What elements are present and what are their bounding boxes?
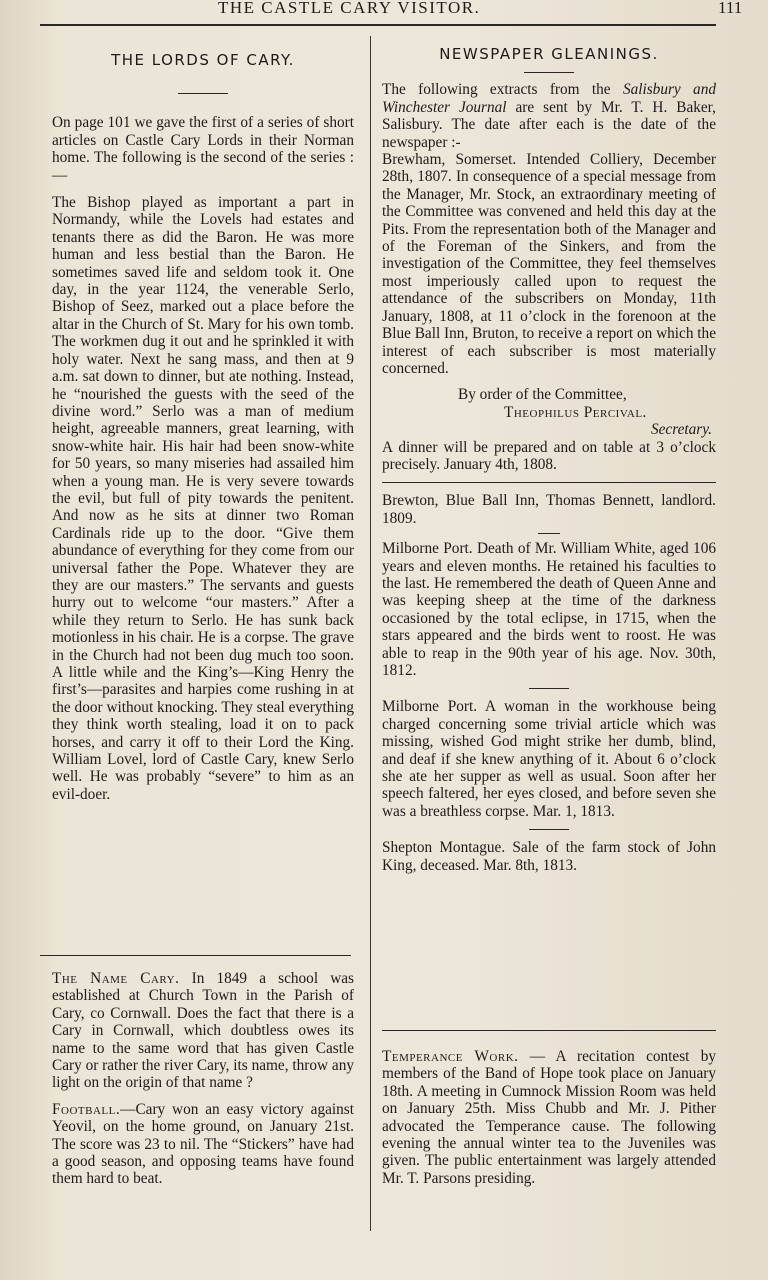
lords-of-cary-heading: THE LORDS OF CARY.: [111, 51, 295, 69]
separator-rule: [529, 829, 569, 830]
left-column: [52, 52, 354, 803]
header-rule: [40, 24, 716, 26]
separator-rule: [382, 482, 716, 483]
football-label: Football.: [52, 1100, 121, 1118]
page-number: 111: [718, 0, 743, 17]
shepton-paragraph: Shepton Montague. Sale of the farm stock of John King, deceased. Mar. 8th, 1813.: [382, 839, 716, 874]
left-column-notes: [52, 970, 354, 1188]
name-cary-label: The Name Cary.: [52, 970, 180, 987]
gleanings-intro: [382, 81, 716, 151]
football-paragraph: [52, 1101, 354, 1188]
journal-title: Salisbury and Winchester Journal: [382, 81, 717, 116]
temperance-label: Temperance Work.: [382, 1048, 519, 1065]
milborne-death-paragraph: Milborne Port. Death of Mr. William White, aged 106 years and eleven months. He retained his faculties to the last. He remembered the death of Queen Anne and was keeping sheep at the time of the darkness occasioned by the total eclipse, in 1715, when the stars appeared and the birds went to roost. He was able to reap in the 90th year of his age. Nov. 30th, 1812.: [382, 540, 716, 679]
intro-text: The following extracts from the: [382, 81, 623, 99]
right-column: [382, 46, 716, 874]
separator-rule: [538, 533, 560, 534]
name-cary-paragraph: [52, 970, 354, 1092]
by-order-line: By order of the Committee,: [458, 386, 627, 404]
signatory-title: Secretary.: [650, 421, 712, 439]
brewton-paragraph: Brewton, Blue Ball Inn, Thomas Bennett, landlord. 1809.: [382, 492, 716, 527]
dinner-paragraph: A dinner will be prepared and on table at 3 o’clock precisely. January 4th, 1808.: [382, 438, 716, 473]
newspaper-gleanings-heading: NEWSPAPER GLEANINGS.: [439, 45, 659, 63]
milborne-workhouse-paragraph: Milborne Port. A woman in the workhouse being charged concerning some trivial article which was missing, wished God might strike her dumb, blind, and deaf if she knew anything of it. About 6 o’clock she ate her supper as well as usual. Soon after her speech faltered, her eyes closed, and before seven she was a breathless corpse. Mar. 1, 1813.: [382, 698, 716, 820]
temperance-paragraph: [382, 1048, 716, 1187]
name-cary-text: In 1849 a school was established at Church Town in the Parish of Cary, co Cornwall. Does the fact that there is a Cary in Cornwall, which doubtless owes its name to the same word that has given Castle Cary or rather the river Cary, its name, throw any light on the origin of that name ?: [52, 970, 355, 1092]
lords-body-paragraph: The Bishop played as important a part in Normandy, while the Lovels had estates and tenants there as did the Baron. He was more human and less bestial than the Baron. He sometimes saved life and seldom took it. One day, in the year 1124, the venerable Serlo, Bishop of Seez, marked out a place before the altar in the Church of St. Mary for his own tomb. The workmen dug it out and he sprinkled it with holy water. Next he sang mass, and then at 9 a.m. sat down to dinner, but ate nothing. Instead, he “nourished the guests with the seed of the divine word.” Serlo was a man of medium height, agreeable manners, great learning, with snow-white hair. His hair had been snow-white for 50 years, so many miseries had assailed him when a young man. He is very severe towards the evil, but full of pity towards the penitent. And now as he sits at dinner two Roman Cardinals ride up to the door. “Give them abundance of everything for they come from our universal father the Pope. Whatever they are they are our masters.” The servants and guests hurry out to welcome “our masters.” After a while they return to Serlo. He has sunk back motionless in his chair. He is a corpse. The grave in the Church had not been dug much too soon. A little while and the King’s—King Henry the first’s—parasites and harpies come rushing in at the door without knocking. They steal everything they think worth stealing, load it on to pack horses, and carry it off to their Lord the King. William Lovel, lord of Castle Cary, knew Serlo well. He was probably “severe” to him as an evil-doer.: [52, 194, 354, 803]
football-text: —Cary won an easy victory against Yeovil, on the home ground, on January 21st. The score was 23 to nil. The “Stickers” have had a good season, and opposing teams have found them hard to beat.: [52, 1100, 354, 1188]
temperance-section: [382, 1048, 716, 1187]
gleanings-rule: [524, 72, 574, 73]
temperance-text: — A recitation contest by members of the Band of Hope took place on January 18th. A meeting in Cumnock Mission Room was held on January 25th. Miss Chubb and Mr. J. Pither advocated the Temperance cause. The following evening the annual winter tea to the Juveniles was given. The public entertainment was largely attended Mr. T. Parsons presiding.: [382, 1048, 716, 1187]
brewham-paragraph: Brewham, Somerset. Intended Colliery, December 28th, 1807. In consequence of a special message from the Manager, Mr. Stock, an extraordinary meeting of the Committee was convened and held this day at the Pits. From the representation both of the Manager and of the Foreman of the Sinkers, and from the investigation of the Committee, they feel themselves most imperiously called upon to request the attendance of the subscribers on Monday, 11th January, 1808, at 11 o’clock in the forenoon at the Blue Ball Inn, Bruton, to receive a report on which the interest of each subscriber is most materially concerned.: [382, 151, 716, 377]
intro-text-end: are sent by Mr. T. H. Baker, Salisbury. The date after each is the date of the newspaper :-: [382, 98, 716, 151]
separator-rule: [529, 688, 569, 689]
section-rule: [40, 955, 351, 956]
section-rule: [382, 1030, 716, 1031]
signatory-name: Theophilus Percival.: [504, 403, 647, 421]
running-head: [0, 0, 768, 22]
publication-title: THE CASTLE CARY VISITOR.: [218, 0, 481, 17]
lords-intro-paragraph: On page 101 we gave the first of a series of short articles on Castle Cary Lords in their Norman home. The following is the second of the series :—: [52, 114, 354, 184]
heading-rule: [178, 93, 228, 94]
column-divider: [370, 36, 371, 1231]
